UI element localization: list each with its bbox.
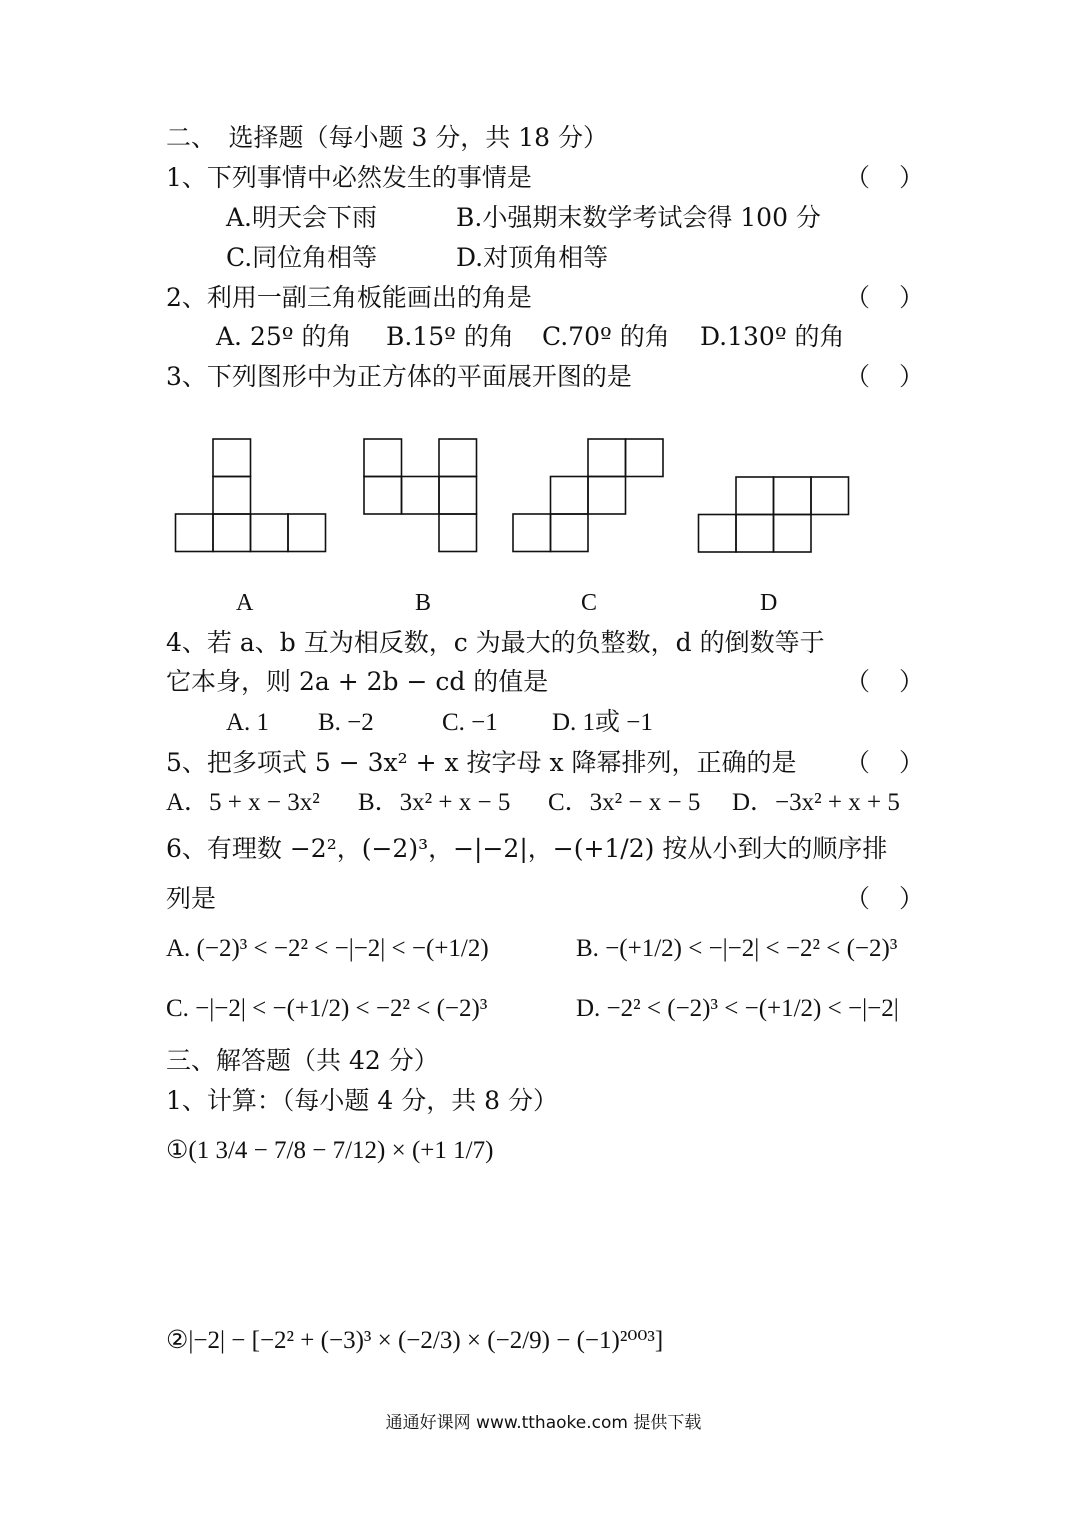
q5-option-a: A．5 + x − 3x² [166,789,320,816]
answer-paren: （ ） [844,163,926,192]
q5-option-b: B．3x² + x − 5 [358,789,511,816]
question-6-line-2 [166,884,926,914]
answer-paren: （ ） [844,667,926,696]
net-d [699,477,849,552]
q1-option-b: B.小强期末数学考试会得 100 分 [456,203,821,232]
q1-option-d: D.对顶角相等 [456,243,609,272]
q6-option-d: D. −2² < (−2)³ < −(+1/2) < −|−2| [576,995,899,1022]
q5-option-c: C．3x² − x − 5 [548,789,701,816]
net-label-d: D [760,590,778,616]
q1-option-a: A.明天会下雨 [226,203,378,232]
calc-problem-1: ①(1 3/4 − 7/8 − 7/12) × (+1 1/7) [166,1137,494,1164]
q2-option-a: A. 25º 的角 [216,322,352,351]
answer-paren: （ ） [844,884,926,913]
q4-option-a: A. 1 [226,709,270,736]
q2-option-b: B.15º 的角 [386,322,514,351]
net-c [513,439,663,552]
section-3-question-1-stem: 1、计算：（每小题 4 分，共 8 分） [166,1086,559,1115]
question-5 [166,748,926,778]
answer-paren: （ ） [844,283,926,312]
question-4-stem: 它本身，则 2a + 2b − cd 的值是 [166,667,549,696]
question-4-line-1: 4、若 a、b 互为相反数，c 为最大的负整数，d 的倒数等于 [166,628,825,657]
question-1-stem: 1、下列事情中必然发生的事情是 [166,163,532,192]
section-3-title: 三、解答题（共 42 分） [166,1046,439,1075]
net-a [176,439,326,552]
question-4-line-2 [166,667,926,697]
answer-paren: （ ） [844,362,926,391]
q4-option-d: D. 1或 −1 [552,709,653,736]
question-2-stem: 2、利用一副三角板能画出的角是 [166,283,532,312]
q4-option-c: C. −1 [442,709,498,736]
question-6-stem: 列是 [166,884,217,913]
q6-option-a: A. (−2)³ < −2² < −|−2| < −(+1/2) [166,935,489,962]
net-label-a: A [236,590,254,616]
answer-paren: （ ） [844,748,926,777]
q5-option-d: D．−3x² + x + 5 [732,789,900,816]
cube-nets-figure [0,0,1087,620]
q1-option-c: C.同位角相等 [226,243,378,272]
question-5-stem: 5、把多项式 5 − 3x² + x 按字母 x 降幂排列，正确的是 [166,748,797,777]
question-6-line-1: 6、有理数 −2²，(−2)³，−|−2|，−(+1/2) 按从小到大的顺序排 [166,834,888,863]
q6-option-b: B. −(+1/2) < −|−2| < −2² < (−2)³ [576,935,898,962]
q2-option-c: C.70º 的角 [542,322,670,351]
page-footer: 通通好课网 www.tthaoke.com 提供下载 [385,1413,702,1433]
q6-option-c: C. −|−2| < −(+1/2) < −2² < (−2)³ [166,995,488,1022]
calc-problem-2: ②|−2| − [−2² + (−3)³ × (−2/3) × (−2/9) − (−1)²⁰⁰³] [166,1327,664,1354]
net-label-c: C [581,590,598,616]
net-label-b: B [415,590,432,616]
question-3-stem: 3、下列图形中为正方体的平面展开图的是 [166,362,632,391]
q2-option-d: D.130º 的角 [700,322,845,351]
section-2-title: 二、 选择题（每小题 3 分，共 18 分） [166,123,609,152]
q4-option-b: B. −2 [318,709,374,736]
net-b [364,439,477,552]
